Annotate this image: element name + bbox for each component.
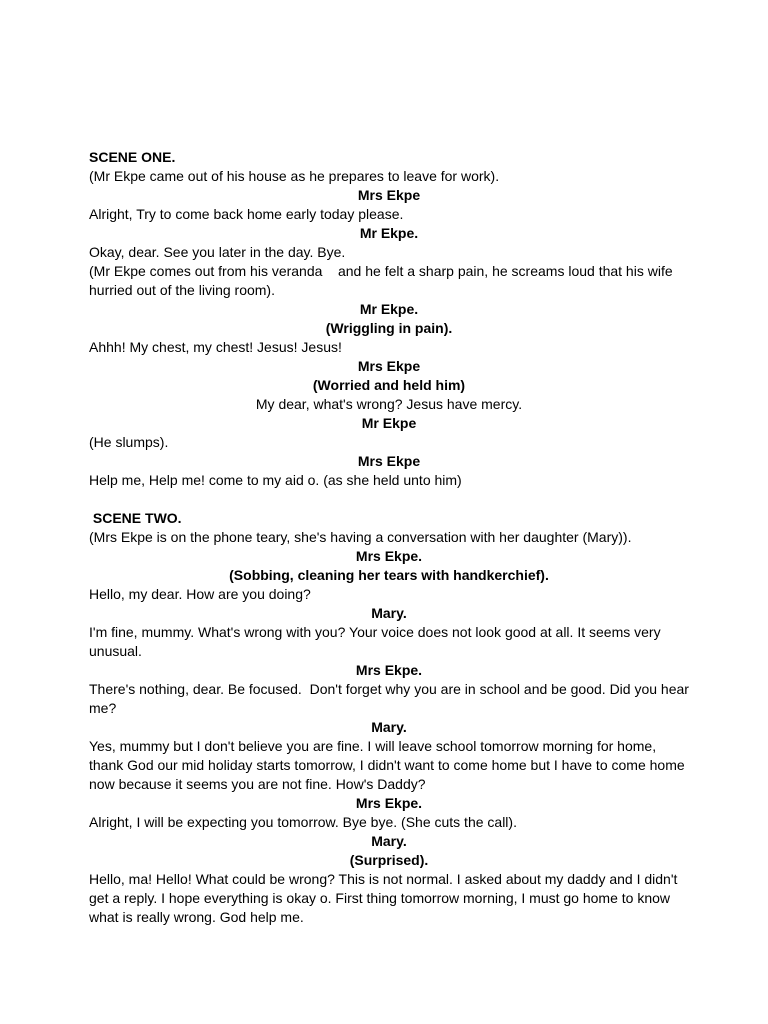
speaker-name: Mary. — [371, 605, 407, 621]
dialogue-line: Hello, ma! Hello! What could be wrong? This is not normal. I asked about my daddy and I didn't get a reply. I hope everything is okay o. First thing tomorrow morning, I must go home to know what is really wrong. God help me. — [89, 871, 682, 925]
dialogue-line: Ahhh! My chest, my chest! Jesus! Jesus! — [89, 339, 342, 355]
dialogue-line: My dear, what's wrong? Jesus have mercy. — [255, 396, 523, 412]
speaker-name: Mrs Ekpe — [357, 358, 421, 374]
dialogue-line: Alright, Try to come back home early today please. — [89, 206, 404, 222]
speaker-name: Mrs Ekpe. — [355, 548, 423, 564]
dialogue-line: I'm fine, mummy. What's wrong with you? Your voice does not look good at all. It seems very unusual. — [89, 624, 665, 659]
scene-two-body — [89, 528, 693, 927]
scene-one-body — [89, 167, 689, 490]
dialogue-line: Alright, I will be expecting you tomorrow. Bye bye. (She cuts the call). — [89, 814, 517, 830]
dialogue-line: Okay, dear. See you later in the day. Bye. — [89, 244, 346, 260]
dialogue-line: (Mrs Ekpe is on the phone teary, she's having a conversation with her daughter (Mary)). — [89, 529, 632, 545]
scene-two-heading: SCENE TWO. — [89, 510, 182, 526]
dialogue-line: Hello, my dear. How are you doing? — [89, 586, 311, 602]
script-page — [89, 148, 693, 927]
dialogue-line: (Mr Ekpe came out of his house as he prepares to leave for work). — [89, 168, 500, 184]
speaker-name: Mrs Ekpe — [357, 187, 421, 203]
speaker-name: Mr Ekpe — [361, 415, 417, 431]
speaker-name: Mr Ekpe. — [359, 301, 419, 317]
speaker-name: Mary. — [371, 833, 407, 849]
dialogue-line: (Mr Ekpe comes out from his veranda and he felt a sharp pain, he screams loud that his wife hurried out of the living room). — [89, 263, 677, 298]
dialogue-line: (He slumps). — [89, 434, 169, 450]
dialogue-line: Yes, mummy but I don't believe you are fine. I will leave school tomorrow morning for home, thank God our mid holiday starts tomorrow, I didn't want to come home but I have to come home now because it seems you are not fine. How's Daddy? — [89, 738, 689, 792]
speaker-name: Mary. — [371, 719, 407, 735]
scene-gap — [89, 490, 689, 509]
stage-direction: (Worried and held him) — [312, 377, 466, 393]
stage-direction: (Wriggling in pain). — [325, 320, 453, 336]
dialogue-line: There's nothing, dear. Be focused. Don't forget why you are in school and be good. Did you hear me? — [89, 681, 693, 716]
speaker-name: Mrs Ekpe. — [355, 795, 423, 811]
stage-direction: (Surprised). — [349, 852, 429, 868]
stage-direction: (Sobbing, cleaning her tears with handkerchief). — [229, 567, 549, 583]
dialogue-line: Help me, Help me! come to my aid o. (as she held unto him) — [89, 472, 462, 488]
scene-one-heading: SCENE ONE. — [89, 149, 176, 165]
speaker-name: Mr Ekpe. — [359, 225, 419, 241]
speaker-name: Mrs Ekpe — [357, 453, 421, 469]
speaker-name: Mrs Ekpe. — [355, 662, 423, 678]
